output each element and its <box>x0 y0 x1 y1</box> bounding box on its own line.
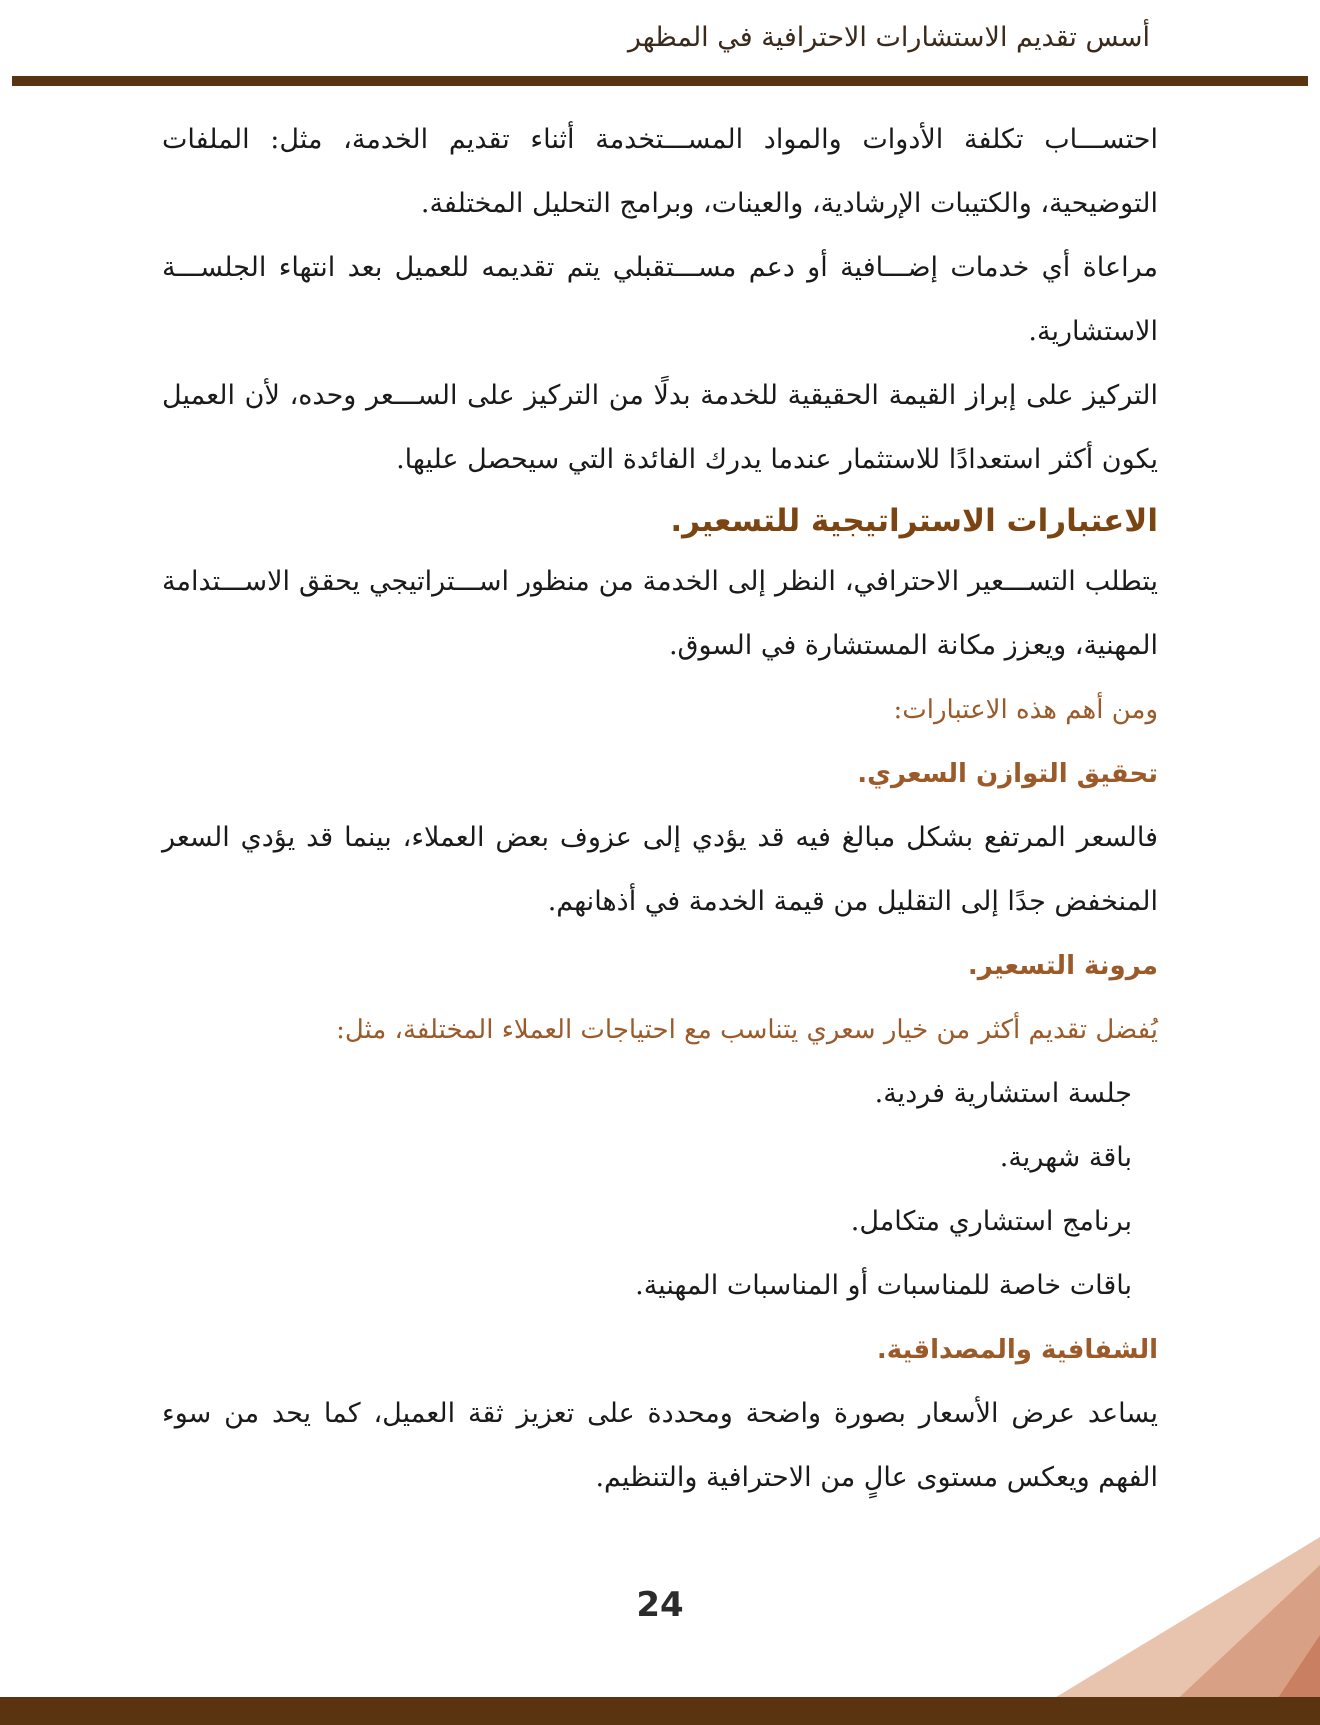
paragraph-price-balance: فالسعر المرتفع بشكل مبالغ فيه قد يؤدي إلى عزوف بعض العملاء، بينما قد يؤدي السعر المنخفض جدًا إلى التقليل من قيمة الخدمة في أذهانهم. <box>162 822 1158 917</box>
footer-divider <box>0 1697 1320 1725</box>
subheading-price-balance: تحقيق التوازن السعري. <box>857 759 1158 789</box>
paragraph-tools-cost: احتســـاب تكلفة الأدوات والمواد المســـتخدمة أثناء تقديم الخدمة، مثل: الملفات التوضيحية، والكتيبات الإرشادية، والعينات، وبرامج التحليل المختلفة. <box>162 124 1158 219</box>
list-item: برنامج استشاري متكامل. <box>850 1206 1132 1237</box>
corner-decoration <box>880 1485 1320 1725</box>
subheading-transparency: الشفافية والمصداقية. <box>876 1335 1158 1365</box>
running-header-title: أسس تقديم الاستشارات الاحترافية في المظهر <box>627 22 1150 53</box>
paragraph-real-value: التركيز على إبراز القيمة الحقيقية للخدمة بدلًا من التركيز على الســـعر وحده، لأن العميل يكون أكثر استعدادًا للاستثمار عندما يدرك الفائدة التي سيحصل عليها. <box>162 380 1158 475</box>
list-item: جلسة استشارية فردية. <box>874 1078 1132 1109</box>
header-divider <box>12 76 1308 86</box>
pricing-options-list <box>162 1062 1158 1318</box>
section-heading-strategic-pricing: الاعتبارات الاستراتيجية للتسعير. <box>670 503 1158 539</box>
list-item: باقة شهرية. <box>999 1142 1132 1173</box>
subheading-pricing-flexibility: مرونة التسعير. <box>967 951 1158 981</box>
paragraph-strategic-intro: يتطلب التســـعير الاحترافي، النظر إلى الخدمة من منظور اســـتراتيجي يحقق الاســـتدامة المهنية، ويعزز مكانة المستشارة في السوق. <box>162 566 1158 661</box>
flexibility-intro: يُفضل تقديم أكثر من خيار سعري يتناسب مع احتياجات العملاء المختلفة، مثل: <box>336 1015 1158 1045</box>
considerations-intro: ومن أهم هذه الاعتبارات: <box>893 695 1158 725</box>
list-item: باقات خاصة للمناسبات أو المناسبات المهنية. <box>635 1270 1132 1301</box>
paragraph-transparency: يساعد عرض الأسعار بصورة واضحة ومحددة على تعزيز ثقة العميل، كما يحد من سوء الفهم ويعكس مستوى عالٍ من الاحترافية والتنظيم. <box>162 1398 1158 1493</box>
page-number: 24 <box>636 1585 684 1625</box>
paragraph-additional-services: مراعاة أي خدمات إضـــافية أو دعم مســـتقبلي يتم تقديمه للعميل بعد انتهاء الجلســـة الاستشارية. <box>162 252 1158 347</box>
page-content <box>162 108 1158 1510</box>
